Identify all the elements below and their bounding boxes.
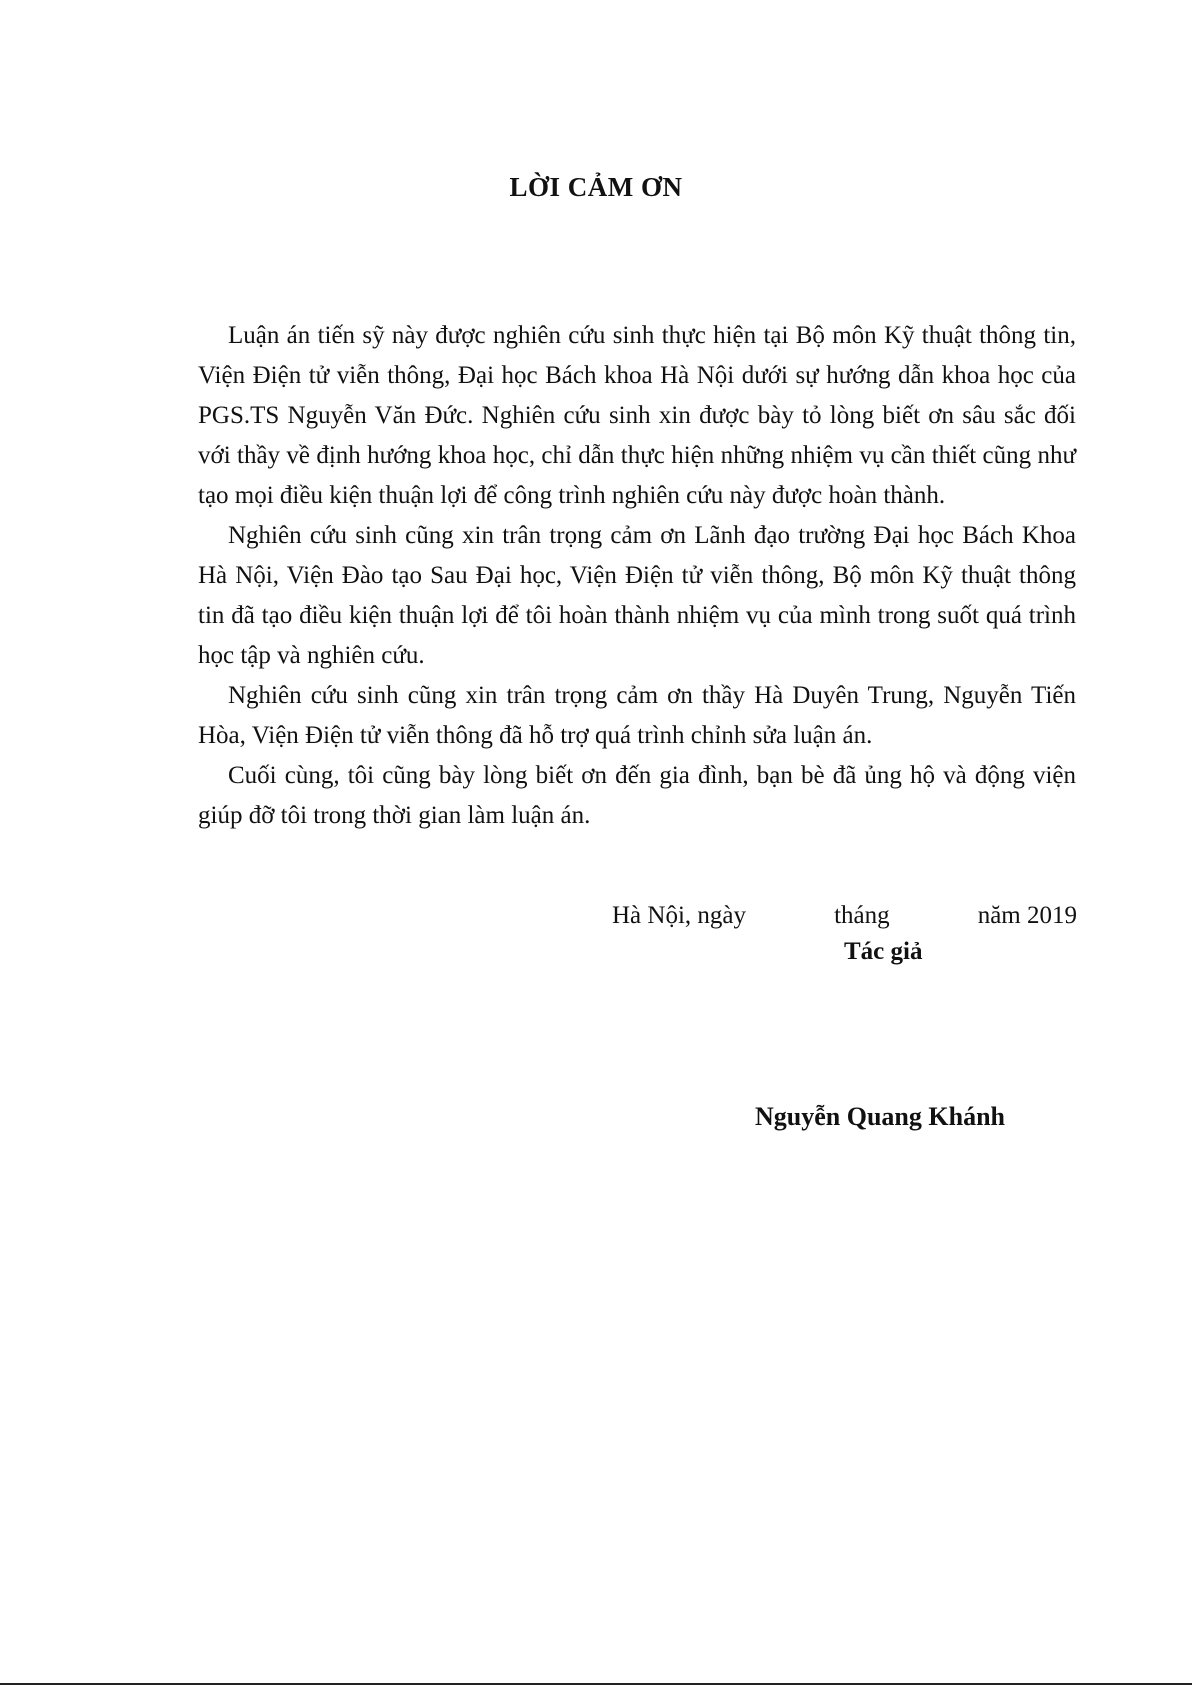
place-date-text: Hà Nội, ngày	[612, 902, 746, 929]
page-title: LỜI CẢM ƠN	[509, 172, 683, 202]
date-line	[612, 896, 1077, 936]
author-role: Tác giả	[844, 938, 923, 965]
paragraph-3: Nghiên cứu sinh cũng xin trân trọng cảm ơn thầy Hà Duyên Trung, Nguyễn Tiến Hòa, Viện Điện tử viễn thông đã hỗ trợ quá trình chỉnh sửa luận án.	[198, 682, 1076, 749]
author-name: Nguyễn Quang Khánh	[755, 1102, 1005, 1131]
month-text: tháng	[834, 902, 890, 929]
year-text: năm 2019	[977, 902, 1077, 929]
paragraph-2: Nghiên cứu sinh cũng xin trân trọng cảm ơn Lãnh đạo trường Đại học Bách Khoa Hà Nội, Viện Đào tạo Sau Đại học, Viện Điện tử viễn thông, Bộ môn Kỹ thuật thông tin đã tạo điều kiện thuận lợi để tôi hoàn thành nhiệm vụ của mình trong suốt quá trình học tập và nghiên cứu.	[198, 522, 1076, 669]
paragraph-1: Luận án tiến sỹ này được nghiên cứu sinh thực hiện tại Bộ môn Kỹ thuật thông tin, Viện Điện tử viễn thông, Đại học Bách khoa Hà Nội dưới sự hướng dẫn khoa học của PGS.TS Nguyễn Văn Đức. Nghiên cứu sinh xin được bày tỏ lòng biết ơn sâu sắc đối với thầy về định hướng khoa học, chỉ dẫn thực hiện những nhiệm vụ cần thiết cũng như tạo mọi điều kiện thuận lợi để công trình nghiên cứu này được hoàn thành.	[198, 322, 1076, 509]
acknowledgement-body	[198, 316, 1076, 836]
paragraph-4: Cuối cùng, tôi cũng bày lòng biết ơn đến gia đình, bạn bè đã ủng hộ và động viện giúp đỡ tôi trong thời gian làm luận án.	[198, 762, 1076, 829]
